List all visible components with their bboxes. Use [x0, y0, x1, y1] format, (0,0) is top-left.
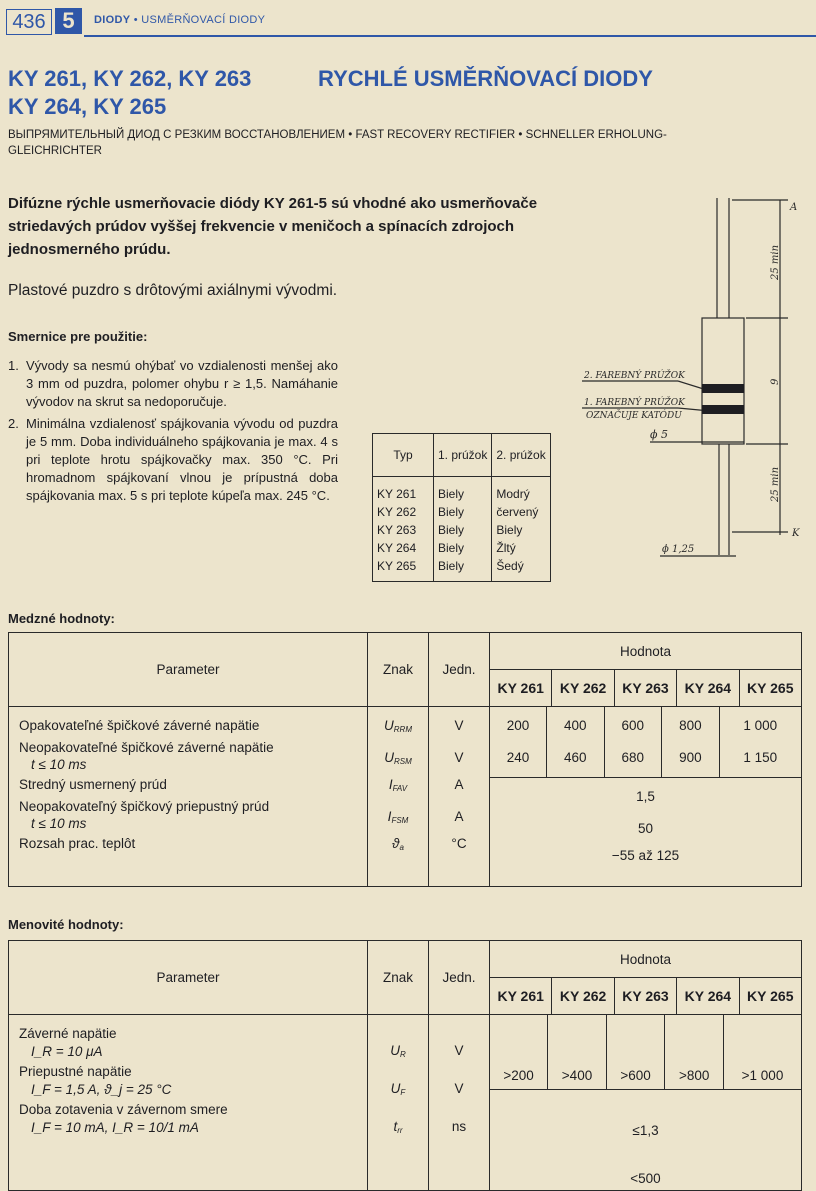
value-cell: 200	[506, 718, 530, 733]
symbol-cell: $ϑ_a$	[392, 836, 404, 852]
value-cell: 1 150	[743, 750, 778, 765]
page-number: 436	[6, 9, 52, 35]
ratings-parameters	[9, 1015, 368, 1191]
limits-values	[490, 707, 802, 887]
limits-type-header: KY 265	[739, 670, 801, 707]
breadcrumb-subsection: USMĚRŇOVACÍ DIODY	[141, 14, 266, 26]
value-cell: 240	[506, 750, 530, 765]
value-cell: >200	[490, 1015, 548, 1090]
guidelines-heading: Smernice pre použitie:	[8, 329, 148, 344]
limits-type-header: KY 261	[490, 670, 552, 707]
dim-lead-diameter: ϕ 1,25	[662, 544, 695, 555]
limits-type-header: KY 263	[614, 670, 676, 707]
value-cell: 460	[563, 750, 587, 765]
param-text: Doba zotavenia v závernom smere I_F = 10 mA, I_R = 10/1 mA	[19, 1102, 228, 1135]
ratings-heading: Menovité hodnoty:	[8, 917, 124, 932]
band-table-header-band1: 1. prúžok	[434, 434, 492, 477]
label-band1: 1. FAREBNÝ PRÚŽOK	[584, 398, 685, 408]
band2-cell: Šedý	[496, 559, 524, 573]
value-column	[604, 707, 662, 778]
type-cell: KY 264	[377, 541, 417, 555]
band2-cell: červený	[496, 505, 539, 519]
ratings-units	[429, 1015, 490, 1191]
param-text: Neopakovateľný špičkový priepustný prúd t ≤ 10 ms	[19, 799, 270, 831]
title-category: RYCHLÉ USMĚRŇOVACÍ DIODY	[318, 66, 653, 91]
ratings-type-header: KY 263	[614, 978, 676, 1015]
band2-cell: Biely	[496, 523, 523, 537]
breadcrumb-bullet: •	[133, 14, 138, 26]
ratings-values	[490, 1015, 802, 1191]
ratings-type-header: KY 262	[552, 978, 614, 1015]
ratings-col-value: Hodnota	[490, 941, 802, 978]
limits-table	[8, 632, 802, 887]
band2-cell: Modrý	[496, 487, 530, 501]
band2-mark	[702, 384, 744, 393]
symbol-cell: $t_{rr}$	[393, 1119, 403, 1135]
common-values	[490, 778, 801, 871]
band1-cell: Biely	[438, 559, 465, 573]
value-cell: 900	[679, 750, 702, 765]
dim-body-length: 9	[770, 378, 781, 385]
dim-top-length: 25 min	[770, 244, 781, 280]
diode-outline-drawing	[560, 180, 816, 580]
guidelines-list	[8, 357, 338, 509]
breadcrumb-section: DIODY	[94, 14, 131, 26]
ratings-col-unit: Jedn.	[429, 941, 490, 1015]
param-text: Záverné napätie I_R = 10 μA	[19, 1026, 117, 1059]
ratings-symbols	[368, 1015, 429, 1191]
pin-a-label: A	[790, 202, 798, 213]
limits-parameters	[9, 707, 368, 887]
guideline-text: Minimálna vzdialenosť spájkovania vývodu od puzdra je 5 mm. Doba individuálneho spájkovania je max. 4 s pri teplote hrotu spájkovačky max. 350 °C. Pri hromadnom spájkovaní vlnou je prípustná doba spájkovania max. 5 s pri teplote kúpeľa max. 245 °C.	[26, 416, 338, 503]
unit-cell: A	[454, 777, 464, 792]
band-table-types	[373, 477, 434, 582]
band1-cell: Biely	[438, 541, 465, 555]
band2-cell: Žltý	[496, 541, 516, 555]
limits-col-value: Hodnota	[490, 633, 802, 670]
intro-paragraph: Difúzne rýchle usmerňovacie diódy KY 261-5 sú vhodné ako usmerňovače striedavých prúdov vyššej frekvencie v meničoch a spínacích zdrojoch jednosmerného prúdu.	[8, 195, 538, 258]
limits-type-header: KY 264	[677, 670, 739, 707]
package-description: Plastové puzdro s drôtovými axiálnymi vývodmi.	[8, 282, 338, 299]
type-cell: KY 261	[377, 487, 417, 501]
type-cell: KY 263	[377, 523, 417, 537]
value-cell: −55 až 125	[611, 848, 680, 863]
value-column	[662, 707, 720, 778]
value-cell: 1,5	[636, 789, 655, 804]
symbol-cell: $U_F$	[390, 1081, 406, 1097]
ratings-col-symbol: Znak	[368, 941, 429, 1015]
value-cell: ≤1,3	[490, 1090, 801, 1141]
type-cell: KY 265	[377, 559, 417, 573]
label-band2: 2. FAREBNÝ PRÚŽOK	[584, 371, 685, 381]
title-line1: KY 261, KY 262, KY 263	[8, 66, 252, 91]
ratings-type-header: KY 264	[677, 978, 739, 1015]
value-column	[719, 707, 801, 778]
unit-cell: V	[454, 1081, 464, 1096]
pin-k-label: K	[792, 528, 800, 539]
band1-cell: Biely	[438, 523, 465, 537]
guideline-item	[8, 415, 338, 505]
value-cell: <500	[630, 1171, 661, 1186]
title-line2: KY 264, KY 265	[8, 94, 167, 119]
label-cathode: OZNAČUJE KATÓDU	[586, 411, 682, 421]
symbol-cell: $I_{FSM}$	[387, 809, 409, 825]
band-table-header-type: Typ	[373, 434, 434, 477]
band1-cell: Biely	[438, 487, 465, 501]
dim-body-diameter: ϕ 5	[650, 428, 668, 441]
band-color-table	[372, 433, 551, 582]
value-cell: 800	[679, 718, 702, 733]
param-text: Stredný usmernený prúd	[19, 777, 167, 792]
band1-mark	[702, 405, 744, 414]
guideline-number: 1.	[8, 358, 19, 373]
guideline-number: 2.	[8, 416, 19, 431]
unit-cell: ns	[451, 1119, 467, 1134]
unit-cell: V	[454, 718, 464, 733]
symbol-cell: $U_{RSM}$	[384, 750, 412, 766]
value-cell: >400	[548, 1015, 607, 1090]
symbol-cell: $U_{RRM}$	[384, 718, 412, 734]
guideline-text: Vývody sa nesmú ohýbať vo vzdialenosti menšej ako 3 mm od puzdra, polomer ohybu r ≥ 1,5. Namáhanie vývodov na skrut sa nedoporučuje.	[26, 358, 338, 409]
band-table-band1	[434, 477, 492, 582]
type-cell: KY 262	[377, 505, 417, 519]
symbol-cell: $U_R$	[390, 1043, 406, 1059]
guideline-item	[8, 357, 338, 411]
unit-cell: V	[454, 1043, 464, 1058]
unit-cell: A	[454, 809, 464, 824]
value-cell: >800	[665, 1015, 724, 1090]
value-cell: >1 000	[741, 1068, 784, 1083]
param-text: Rozsah prac. teplôt	[19, 836, 136, 851]
ratings-col-parameter: Parameter	[9, 941, 368, 1015]
param-text: Opakovateľné špičkové záverné napätie	[19, 718, 260, 733]
value-cell: 50	[637, 821, 654, 836]
param-text: Priepustné napätie I_F = 1,5 A, ϑ_j = 25 °C	[19, 1064, 172, 1097]
dim-bottom-length: 25 min	[770, 466, 781, 502]
value-cell: 600	[621, 718, 645, 733]
ratings-type-header: KY 261	[490, 978, 552, 1015]
unit-cell: V	[454, 750, 464, 765]
symbol-cell: $I_{FAV}$	[388, 777, 408, 793]
header-rule	[84, 35, 816, 37]
limits-symbols	[368, 707, 429, 887]
subtitle-translations: ВЫПРЯМИТЕЛЬНЫЙ ДИОД С РЕЗКИМ ВОССТАНОВЛЕНИЕМ • FAST RECOVERY RECTIFIER • SCHNELLER ERHOLUNG-GLEICHRICHTER	[8, 129, 667, 157]
value-cell: 400	[563, 718, 587, 733]
value-column	[490, 707, 546, 778]
value-column	[546, 707, 604, 778]
band-table-header-band2: 2. prúžok	[492, 434, 550, 477]
band-table-band2	[492, 477, 550, 582]
value-cell: 680	[621, 750, 645, 765]
unit-cell: °C	[451, 836, 467, 851]
limits-col-parameter: Parameter	[9, 633, 368, 707]
limits-type-header: KY 262	[552, 670, 614, 707]
param-text: Neopakovateľné špičkové záverné napätie t ≤ 10 ms	[19, 740, 274, 772]
ratings-table	[8, 940, 802, 1191]
limits-heading: Medzné hodnoty:	[8, 611, 115, 626]
band1-cell: Biely	[438, 505, 465, 519]
limits-units	[429, 707, 490, 887]
limits-col-unit: Jedn.	[429, 633, 490, 707]
ratings-type-header: KY 265	[739, 978, 801, 1015]
value-cell: 1 000	[743, 718, 778, 733]
limits-col-symbol: Znak	[368, 633, 429, 707]
value-cell: >600	[606, 1015, 665, 1090]
breadcrumb	[94, 14, 265, 26]
chapter-number: 5	[55, 8, 82, 34]
